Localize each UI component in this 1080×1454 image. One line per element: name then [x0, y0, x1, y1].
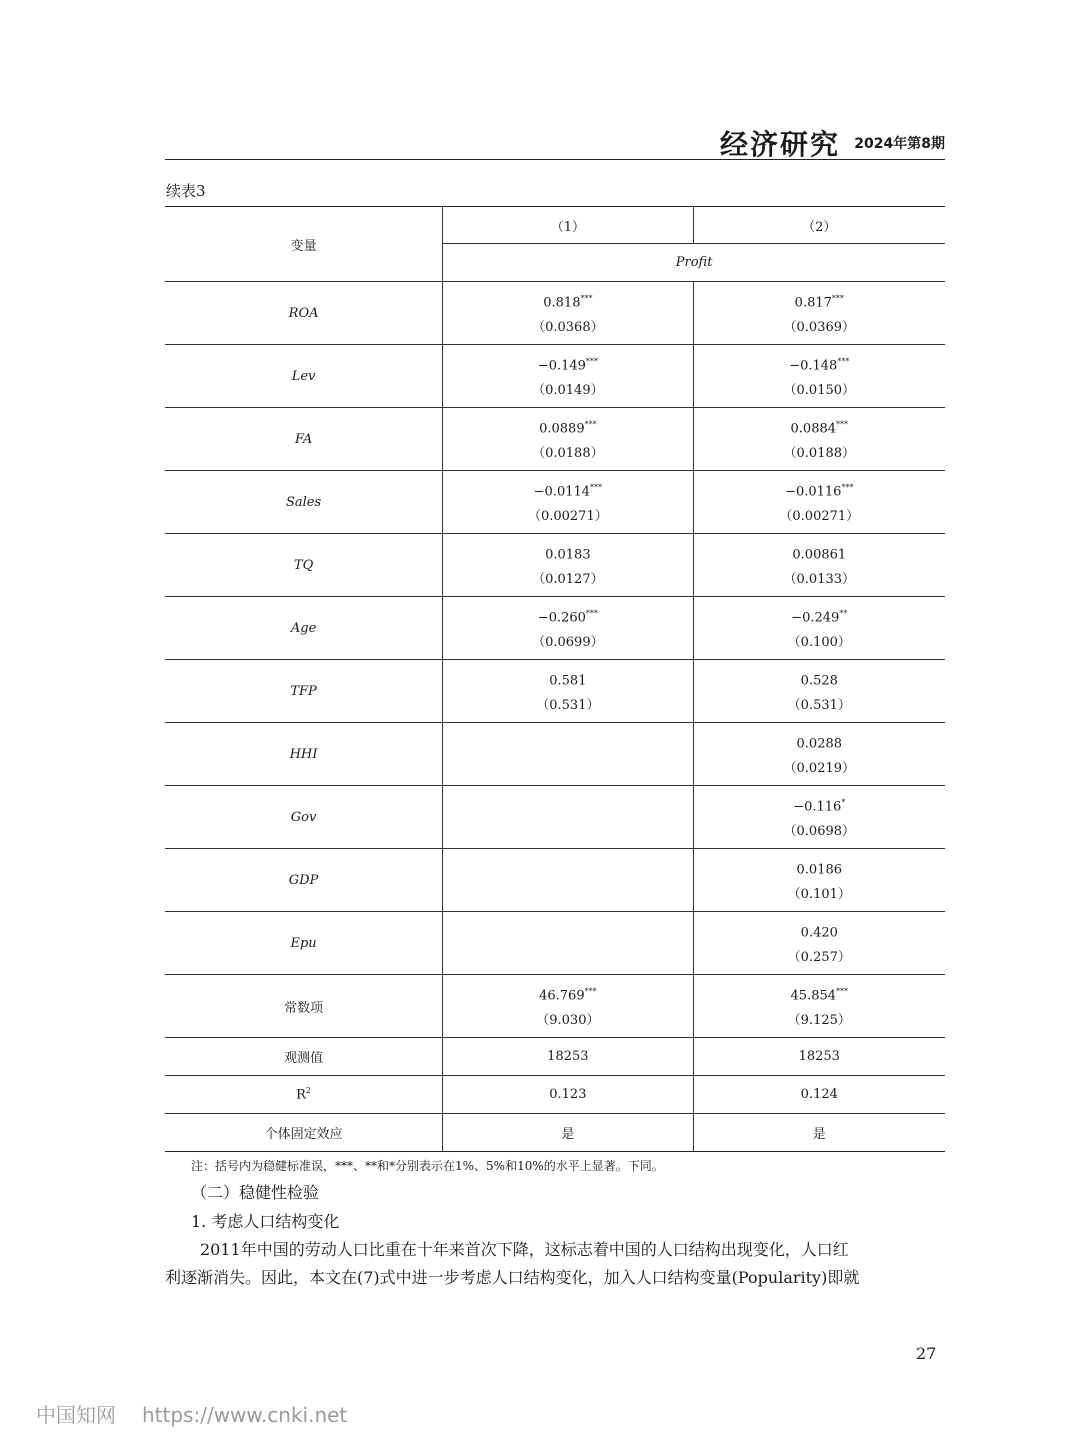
variable-name: GDP	[165, 849, 443, 912]
column-2-cell	[693, 282, 945, 345]
row-label-text: 个体固定效应	[264, 1127, 343, 1142]
regression-table	[165, 206, 945, 1152]
coefficient-value: 0.0186	[796, 862, 843, 878]
row-label-text: R	[296, 1087, 306, 1103]
dependent-variable: Profit	[443, 244, 945, 282]
coefficient-value: −0.116	[793, 799, 842, 815]
column-2-cell: 18253	[693, 1038, 945, 1076]
column-2-cell	[693, 345, 945, 408]
section-heading: （二）稳健性检验	[191, 1183, 320, 1202]
variable-header: 变量	[165, 207, 443, 282]
coefficient	[694, 475, 945, 504]
column-2-cell	[693, 849, 945, 912]
column-2-cell: 0.124	[693, 1076, 945, 1114]
coefficient-value: −0.148	[789, 358, 838, 374]
table-row	[165, 786, 945, 849]
row-label	[165, 1038, 443, 1076]
coefficient	[443, 286, 692, 315]
standard-error: （0.00271）	[779, 509, 860, 525]
significance-stars: ***	[836, 986, 849, 996]
column-1-cell	[443, 597, 693, 660]
standard-error: （0.0219）	[783, 761, 856, 777]
coefficient	[694, 349, 945, 378]
coefficient	[443, 664, 692, 693]
significance-stars: ***	[590, 482, 603, 492]
standard-error: （0.0698）	[783, 824, 856, 840]
table-row	[165, 282, 945, 345]
column-1-cell	[443, 660, 693, 723]
column-1-cell	[443, 849, 693, 912]
significance-stars: *	[841, 797, 846, 807]
standard-error: （9.125）	[787, 1013, 851, 1029]
variable-name: TQ	[165, 534, 443, 597]
journal-logo: 经济研究	[719, 128, 840, 161]
column-2-cell	[693, 534, 945, 597]
column-1-cell	[443, 282, 693, 345]
page-header	[165, 125, 945, 160]
table-row	[165, 471, 945, 534]
cnki-watermark	[36, 1399, 347, 1428]
column-1-cell	[443, 471, 693, 534]
coefficient-value: 0.420	[800, 925, 838, 941]
table-row	[165, 345, 945, 408]
variable-name: ROA	[165, 282, 443, 345]
fixed-effects-row	[165, 1114, 945, 1152]
column-1-cell	[443, 912, 693, 975]
table-row	[165, 408, 945, 471]
standard-error: （0.0150）	[783, 383, 856, 399]
variable-name: FA	[165, 408, 443, 471]
column-1-cell: 0.123	[443, 1076, 693, 1114]
column-2-cell	[693, 660, 945, 723]
paragraph-line-2: 利逐渐消失。因此，本文在(7)式中进一步考虑人口结构变化，加入人口结构变量(Popularity)即就	[165, 1268, 860, 1287]
variable-name: Lev	[165, 345, 443, 408]
standard-error: （0.0369）	[783, 320, 856, 336]
coefficient	[443, 979, 692, 1008]
significance-stars: ***	[837, 356, 850, 366]
table-note: 注：括号内为稳健标准误，***、**和*分别表示在1%、5%和10%的水平上显著。下同。	[191, 1159, 664, 1173]
coefficient	[443, 412, 692, 441]
table-row	[165, 534, 945, 597]
column-2-cell	[693, 471, 945, 534]
standard-error: （0.0368）	[532, 320, 604, 336]
row-label	[165, 1114, 443, 1152]
page-number: 27	[916, 1344, 937, 1363]
column-1-cell	[443, 534, 693, 597]
standard-error: （0.531）	[787, 698, 851, 714]
coefficient-value: 0.528	[800, 673, 838, 689]
paragraph-line-1: 2011年中国的劳动人口比重在十年来首次下降，这标志着中国的人口结构出现变化，人口红	[200, 1240, 849, 1259]
coefficient	[694, 286, 945, 315]
coefficient	[694, 664, 945, 693]
column-1-cell: 是	[443, 1114, 693, 1152]
coefficient	[694, 853, 945, 882]
table-row	[165, 849, 945, 912]
significance-stars: ***	[836, 419, 849, 429]
coefficient-value: 0.00861	[792, 547, 847, 563]
coefficient-value: 0.817	[794, 295, 832, 311]
variable-name: HHI	[165, 723, 443, 786]
significance-stars: ***	[841, 482, 854, 492]
issue-label: 2024年第8期	[854, 136, 945, 152]
standard-error: （0.531）	[536, 698, 600, 714]
coefficient-value: 0.581	[549, 673, 587, 689]
column-2-cell	[693, 786, 945, 849]
coefficient	[443, 538, 692, 567]
standard-error: （9.030）	[536, 1013, 600, 1029]
observations-row	[165, 1038, 945, 1076]
column-1-header: （1）	[443, 207, 693, 244]
column-1-cell	[443, 975, 693, 1038]
coefficient-value: 0.0889	[539, 421, 585, 437]
table-row	[165, 975, 945, 1038]
column-2-cell: 是	[693, 1114, 945, 1152]
superscript: 2	[305, 1086, 312, 1096]
coefficient	[443, 349, 692, 378]
table-caption: 续表3	[166, 182, 206, 200]
coefficient-value: −0.0116	[785, 484, 842, 500]
row-label	[165, 1076, 443, 1114]
variable-name: Sales	[165, 471, 443, 534]
r-squared-row	[165, 1076, 945, 1114]
significance-stars: ***	[584, 986, 597, 996]
significance-stars: ***	[831, 293, 844, 303]
table-row	[165, 723, 945, 786]
column-1-cell	[443, 345, 693, 408]
coefficient	[694, 601, 945, 630]
standard-error: （0.0149）	[532, 383, 604, 399]
coefficient-value: 45.854	[790, 988, 837, 1004]
coefficient	[694, 727, 945, 756]
column-1-cell	[443, 723, 693, 786]
coefficient	[694, 790, 945, 819]
coefficient-value: 0.0183	[545, 547, 591, 563]
standard-error: （0.100）	[787, 635, 851, 651]
row-label-text: 观测值	[284, 1051, 324, 1066]
column-1-cell: 18253	[443, 1038, 693, 1076]
coefficient	[443, 601, 692, 630]
table-row	[165, 597, 945, 660]
standard-error: （0.0699）	[532, 635, 604, 651]
column-2-header: （2）	[693, 207, 945, 244]
column-2-cell	[693, 912, 945, 975]
column-2-cell	[693, 723, 945, 786]
coefficient-value: 0.0884	[790, 421, 837, 437]
standard-error: （0.101）	[787, 887, 851, 903]
coefficient-value: −0.0114	[533, 484, 591, 500]
column-2-cell	[693, 975, 945, 1038]
table-row	[165, 660, 945, 723]
variable-name: Age	[165, 597, 443, 660]
coefficient-value: 0.0288	[796, 736, 843, 752]
coefficient	[694, 538, 945, 567]
variable-name: Epu	[165, 912, 443, 975]
variable-name: Gov	[165, 786, 443, 849]
coefficient-value: 46.769	[539, 988, 585, 1004]
column-1-cell	[443, 408, 693, 471]
significance-stars: ***	[580, 293, 593, 303]
column-1-cell	[443, 786, 693, 849]
standard-error: （0.257）	[787, 950, 851, 966]
watermark-site: 中国知网	[36, 1403, 116, 1427]
column-2-cell	[693, 597, 945, 660]
coefficient	[443, 475, 692, 504]
significance-stars: **	[839, 608, 848, 618]
standard-error: （0.0188）	[532, 446, 604, 462]
coefficient	[694, 979, 945, 1008]
coefficient-value: −0.149	[537, 358, 586, 374]
table-row	[165, 912, 945, 975]
variable-name: TFP	[165, 660, 443, 723]
watermark-url: https://www.cnki.net	[142, 1403, 348, 1427]
coefficient-value: −0.249	[791, 610, 840, 626]
significance-stars: ***	[584, 419, 597, 429]
coefficient-value: −0.260	[537, 610, 586, 626]
standard-error: （0.00271）	[527, 509, 608, 525]
standard-error: （0.0188）	[783, 446, 856, 462]
variable-name: 常数项	[165, 975, 443, 1038]
coefficient-value: 0.818	[543, 295, 581, 311]
coefficient	[694, 412, 945, 441]
subsection-heading: 1. 考虑人口结构变化	[191, 1212, 340, 1231]
standard-error: （0.0127）	[532, 572, 604, 588]
significance-stars: ***	[585, 356, 598, 366]
significance-stars: ***	[585, 608, 598, 618]
coefficient	[694, 916, 945, 945]
standard-error: （0.0133）	[783, 572, 856, 588]
column-2-cell	[693, 408, 945, 471]
